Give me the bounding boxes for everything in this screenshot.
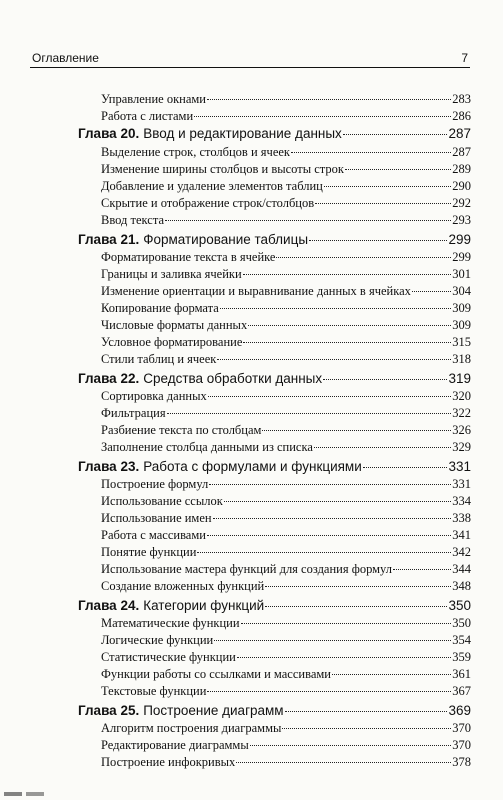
entry-title: Границы и заливка ячейки — [101, 267, 242, 281]
toc-entry-row — [101, 754, 471, 771]
dot-leader — [207, 535, 451, 536]
toc-entry-row — [101, 351, 471, 368]
chapter-label: Глава 23. — [78, 459, 140, 474]
entry-title: Разбиение текста по столбцам — [101, 423, 262, 437]
dot-leader — [167, 413, 452, 414]
entry-title: Использование ссылок — [101, 494, 223, 508]
entry-title: Числовые форматы данных — [101, 318, 248, 332]
toc-entry-row — [101, 615, 471, 632]
entry-title: Управление окнами — [101, 92, 206, 106]
dot-leader — [291, 152, 451, 153]
dot-leader — [208, 396, 452, 397]
toc-page-number: 348 — [452, 579, 471, 593]
entry-title: Ввод текста — [101, 213, 165, 227]
entry-title: Логические функции — [101, 633, 214, 647]
toc-entry-row — [101, 476, 471, 493]
dot-leader — [213, 518, 452, 519]
dot-leader — [265, 606, 447, 607]
dot-leader — [197, 552, 451, 553]
dot-leader — [285, 711, 448, 712]
toc-page-number: 299 — [448, 232, 471, 247]
toc-page-number: 342 — [452, 545, 471, 559]
entry-title: Редактирование диаграммы — [101, 738, 249, 752]
dot-leader — [332, 674, 451, 675]
toc-entry-row — [101, 283, 471, 300]
entry-title: Построение формул — [101, 477, 209, 491]
toc-page-number: 293 — [452, 213, 471, 227]
dot-leader — [393, 569, 451, 570]
toc-page-number: 334 — [452, 494, 471, 508]
entry-title: Текстовые функции — [101, 684, 207, 698]
page-number: 7 — [461, 51, 468, 65]
dot-leader — [282, 728, 451, 729]
toc-chapter-row — [78, 125, 471, 142]
dot-leader — [207, 691, 451, 692]
toc-entry-row — [101, 405, 471, 422]
toc-entry-row — [101, 212, 471, 229]
toc-page-number: 287 — [448, 126, 471, 141]
dot-leader — [343, 134, 448, 135]
entry-title: Добавление и удаление элементов таблиц — [101, 179, 323, 193]
toc-page-number: 329 — [452, 440, 471, 454]
chapter-title: Средства обработки данных — [143, 371, 323, 386]
chapter-label: Глава 20. — [78, 126, 140, 141]
toc-entry-row — [101, 683, 471, 700]
toc-entry-row — [101, 510, 471, 527]
dot-leader — [314, 447, 451, 448]
toc-entry-row — [101, 144, 471, 161]
chapter-title: Форматирование таблицы — [143, 232, 309, 247]
toc-entry-row — [101, 422, 471, 439]
entry-title: Использование мастера функций для создания формул — [101, 562, 392, 576]
toc-entry-row — [101, 317, 471, 334]
chapter-title: Категории функций — [143, 598, 265, 613]
toc-entry-row — [101, 493, 471, 510]
toc-page-number: 354 — [452, 633, 471, 647]
dot-leader — [214, 640, 451, 641]
toc-page-number: 301 — [452, 267, 471, 281]
toc-page-number: 319 — [448, 371, 471, 386]
chapter-label: Глава 25. — [78, 703, 140, 718]
toc-page-number: 309 — [452, 301, 471, 315]
entry-title: Сортировка данных — [101, 389, 207, 403]
toc-page-number: 378 — [452, 755, 471, 769]
dot-leader — [309, 240, 447, 241]
toc-entry-row — [101, 195, 471, 212]
toc-page-number: 350 — [448, 598, 471, 613]
dot-leader — [276, 257, 451, 258]
entry-title: Изменение ширины столбцов и высоты строк — [101, 162, 344, 176]
toc-page-number: 361 — [452, 667, 471, 681]
toc-page-number: 326 — [452, 423, 471, 437]
dot-leader — [412, 291, 451, 292]
entry-title: Фильтрация — [101, 406, 166, 420]
toc-page-number: 283 — [452, 92, 471, 106]
dot-leader — [220, 308, 451, 309]
toc-page-number: 304 — [452, 284, 471, 298]
toc-entry-row — [101, 720, 471, 737]
dot-leader — [209, 484, 451, 485]
toc-page-number: 370 — [452, 721, 471, 735]
running-header — [30, 51, 470, 68]
entry-title: Заполнение столбца данными из списка — [101, 440, 313, 454]
dot-leader — [241, 623, 452, 624]
toc-page-number: 322 — [452, 406, 471, 420]
toc-entry-row — [101, 178, 471, 195]
entry-title: Копирование формата — [101, 301, 219, 315]
toc-page-number: 331 — [452, 477, 471, 491]
dot-leader — [363, 467, 448, 468]
dot-leader — [224, 501, 451, 502]
dot-leader — [315, 203, 451, 204]
dot-leader — [217, 359, 451, 360]
toc-entry-row — [101, 666, 471, 683]
toc-page-number: 341 — [452, 528, 471, 542]
entry-title: Математические функции — [101, 616, 240, 630]
dot-leader — [243, 274, 452, 275]
dot-leader — [250, 745, 452, 746]
toc-page-number: 359 — [452, 650, 471, 664]
dot-leader — [243, 342, 451, 343]
entry-title: Изменение ориентации и выравнивание данных в ячейках — [101, 284, 411, 298]
entry-title: Использование имен — [101, 511, 212, 525]
toc-page-number: 286 — [452, 109, 471, 123]
toc-entry-row — [101, 388, 471, 405]
toc-entry-row — [101, 161, 471, 178]
toc-page-number: 344 — [452, 562, 471, 576]
toc-entry-row — [101, 544, 471, 561]
dot-leader — [262, 430, 451, 431]
chapter-title: Построение диаграмм — [143, 703, 284, 718]
toc-page-number: 289 — [452, 162, 471, 176]
toc-chapter-row — [78, 702, 471, 719]
toc-entry-row — [101, 439, 471, 456]
toc-chapter-row — [78, 370, 471, 387]
chapter-title: Ввод и редактирование данных — [143, 126, 342, 141]
dot-leader — [345, 169, 451, 170]
toc-page-number: 367 — [452, 684, 471, 698]
toc-page-number: 309 — [452, 318, 471, 332]
toc-entry-row — [101, 649, 471, 666]
toc-entry-row — [101, 266, 471, 283]
dot-leader — [207, 99, 451, 100]
dot-leader — [265, 586, 451, 587]
chapter-label: Глава 21. — [78, 232, 140, 247]
entry-title: Создание вложенных функций — [101, 579, 265, 593]
dot-leader — [237, 657, 451, 658]
toc-chapter-row — [78, 231, 471, 248]
toc-chapter-row — [78, 458, 471, 475]
toc-page-number: 292 — [452, 196, 471, 210]
entry-title: Понятие функции — [101, 545, 197, 559]
chapter-label: Глава 22. — [78, 371, 140, 386]
toc-page-number: 290 — [452, 179, 471, 193]
toc-entry-row — [101, 108, 471, 125]
entry-title: Функции работы со ссылками и массивами — [101, 667, 331, 681]
toc-page-number: 331 — [448, 459, 471, 474]
toc-page-number: 299 — [452, 250, 471, 264]
toc-page-number: 287 — [452, 145, 471, 159]
entry-title: Выделение строк, столбцов и ячеек — [101, 145, 290, 159]
toc-entry-row — [101, 300, 471, 317]
toc-page-number: 320 — [452, 389, 471, 403]
entry-title: Форматирование текста в ячейке — [101, 250, 276, 264]
entry-title: Скрытие и отображение строк/столбцов — [101, 196, 315, 210]
dot-leader — [236, 762, 451, 763]
toc-chapter-row — [78, 597, 471, 614]
header-title: Оглавление — [32, 51, 99, 65]
scan-artifact — [4, 792, 44, 796]
entry-title: Построение инфокривых — [101, 755, 236, 769]
toc-entry-row — [101, 561, 471, 578]
toc-page-number: 338 — [452, 511, 471, 525]
dot-leader — [194, 116, 451, 117]
toc-entry-row — [101, 527, 471, 544]
toc-page-number: 370 — [452, 738, 471, 752]
toc-entry-row — [101, 632, 471, 649]
chapter-title: Работа с формулами и функциями — [143, 459, 362, 474]
entry-title: Статистические функции — [101, 650, 236, 664]
dot-leader — [323, 379, 447, 380]
chapter-label: Глава 24. — [78, 598, 140, 613]
toc-entry-row — [101, 91, 471, 108]
toc-page-number: 369 — [448, 703, 471, 718]
dot-leader — [165, 220, 451, 221]
entry-title: Стили таблиц и ячеек — [101, 352, 217, 366]
dot-leader — [248, 325, 451, 326]
toc-entry-row — [101, 737, 471, 754]
toc-page-number: 350 — [452, 616, 471, 630]
entry-title: Работа с массивами — [101, 528, 206, 542]
toc-entry-row — [101, 334, 471, 351]
entry-title: Алгоритм построения диаграммы — [101, 721, 282, 735]
entry-title: Работа с листами — [101, 109, 194, 123]
toc-page-number: 315 — [452, 335, 471, 349]
toc-entry-row — [101, 578, 471, 595]
entry-title: Условное форматирование — [101, 335, 243, 349]
toc-entry-row — [101, 249, 471, 266]
toc-page-number: 318 — [452, 352, 471, 366]
dot-leader — [324, 186, 451, 187]
